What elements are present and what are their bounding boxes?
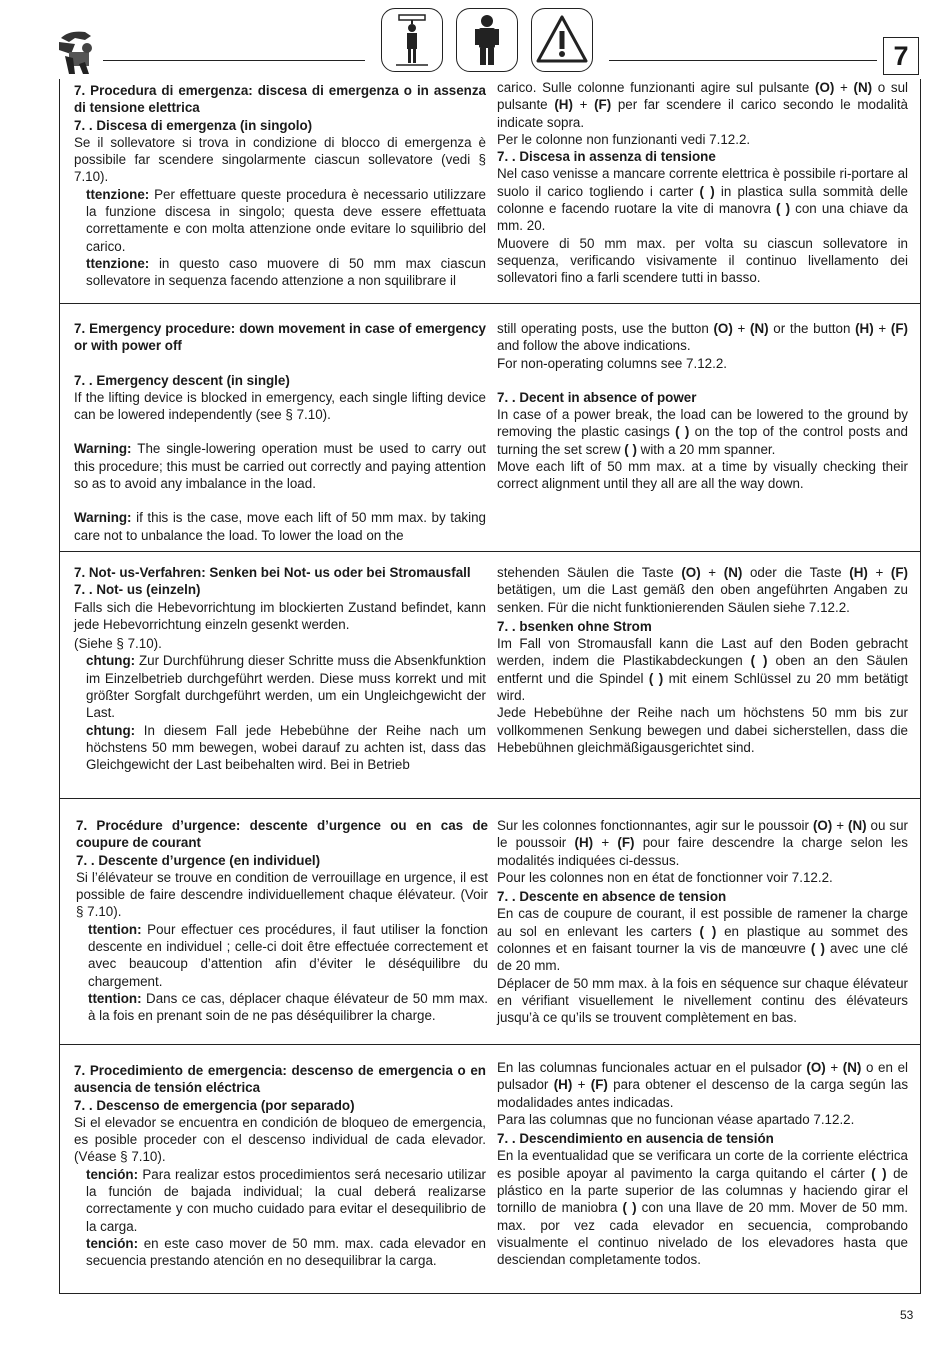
warning-label: chtung:: [86, 722, 136, 738]
subsection-title: 7. . Descendimiento en ausencia de tensión: [497, 1131, 774, 1147]
header-rule-right: [609, 60, 877, 61]
left-column: [74, 320, 486, 544]
key-label: (O): [806, 1060, 826, 1075]
lift-operator-icon: [381, 8, 443, 72]
section-spanish: [60, 1044, 920, 1294]
warning-text: Per effettuare queste procedura è necessario utilizzare la funzione discesa in singolo; questa deve essere effettuata correttamente e con molta attenzione onde evitare lo squilibrio del carico.: [86, 186, 486, 254]
text-run: and follow the above indications.: [497, 338, 691, 354]
text-run: +: [732, 321, 750, 336]
right-column: [497, 817, 908, 1027]
text-run: con una chiave da mm. 20.: [497, 201, 909, 234]
text-run: para obtener el descenso de la carga según las modalidades antes indicadas.: [497, 1077, 909, 1110]
reference-marker: ( ): [776, 201, 791, 217]
reference-marker: ( ): [810, 941, 825, 957]
paragraph: Jede Hebebühne der Reihe nach um höchstens 50 mm bis zur vollkommenen Senkung bewegen und dabei sicherstellen, dass die Hebebühnen gleichmäßigausgerichtet sind.: [497, 705, 908, 755]
warning-label: tención:: [86, 1235, 139, 1251]
text-run: on the top of the control posts and turning the set screw: [497, 424, 909, 457]
text-run: o en el pulsador: [497, 1060, 908, 1093]
paragraph: Per le colonne non funzionanti vedi 7.12.2.: [497, 131, 751, 147]
warning-text: in questo caso muovere di 50 mm max ciascun sollevatore in sequenza facendo attenzione a non squilibrare il: [86, 255, 486, 289]
paragraph: Muovere di 50 mm max. per volta su ciascun sollevatore in sequenza, verificando visivamente il continuo livellamento dei sollevatori fino a farli scendere tutti in basso.: [497, 235, 908, 286]
text-run: +: [825, 1060, 843, 1075]
paragraph: Pour les colonnes non en état de fonctionner voir 7.12.2.: [497, 869, 833, 885]
section-title: 7. Emergency procedure: down movement in case of emergency or with power off: [74, 321, 486, 354]
left-column: [74, 564, 486, 774]
subsection-title: 7. . Descente en absence de tension: [497, 889, 727, 905]
key-label: (F): [590, 1077, 608, 1093]
paragraph: [497, 165, 908, 234]
key-label: (O): [812, 818, 833, 833]
operator-logo-icon: [55, 28, 97, 74]
text-run: +: [832, 818, 848, 833]
key-label: (H): [554, 97, 573, 113]
text-run: oben an den Säulen entfernt und die Spindel: [497, 653, 909, 686]
subsection-title: 7. . bsenken ohne Strom: [497, 618, 652, 634]
text-run: with a 20 mm spanner.: [636, 441, 776, 457]
paragraph: Move each lift of 50 mm max. at a time by visually checking their correct alignment until they all are all the way down.: [497, 459, 908, 492]
warning-text: Zur Durchführung dieser Schritte muss die Absenkfunktion im Einzelbetrieb durchgeführt werden. Diese muss korrekt und mit größter Sorgfalt durchgeführt werden, um ein Ungleichgewicht der Last.: [86, 653, 486, 721]
text-run: per far scendere il carico secondo le modalità indicate sopra.: [497, 97, 908, 130]
key-label: (F): [617, 835, 635, 851]
text-run: pour faire descendre la charge selon les modalités indiquées ci-dessus.: [497, 835, 909, 868]
paragraph: [497, 817, 908, 869]
text-run: carico. Sulle colonne funzionanti agire sul pulsante: [497, 80, 816, 95]
text-run: stehenden Säulen die Taste: [497, 565, 682, 580]
warning-paragraph: [74, 186, 486, 255]
right-column: [497, 564, 908, 756]
paragraph: [497, 1147, 908, 1268]
paragraph: [497, 1059, 908, 1111]
key-label: (H): [574, 835, 594, 851]
right-column: [497, 320, 908, 493]
key-label: (F): [594, 97, 612, 113]
text-run: in plastica sulla sommità delle colonne e facendo ruotare la vite di manovra: [497, 183, 908, 217]
chapter-number: 7: [883, 37, 919, 75]
paragraph: [497, 564, 908, 616]
key-label: (H): [849, 565, 868, 580]
right-column: [497, 1059, 908, 1269]
key-label: (N): [750, 321, 769, 336]
page-number: 53: [900, 1308, 914, 1322]
section-title: 7. Procedura di emergenza: discesa di emergenza o in assenza di tensione elettrica: [74, 83, 486, 116]
section-title: 7. Procedimiento de emergencia: descenso de emergencia o en ausencia de tensión eléctrica: [74, 1063, 486, 1096]
warning-paragraph: [76, 990, 488, 1025]
reference-marker: ( ): [750, 653, 768, 669]
text-run: o sul pulsante: [497, 80, 908, 113]
left-column: [74, 1062, 486, 1270]
warning-paragraph: [74, 255, 486, 290]
warning-text: Pour effectuer ces procédures, il faut utiliser la fonction descente en individuel ; celle-ci doit être effectuée correctement et avec beaucoup d’attention afin d’éviter le déséquilibre du chargement.: [88, 921, 488, 989]
section-title: 7. Procédure d’urgence: descente d’urgence ou en cas de coupure de courant: [76, 818, 488, 851]
warning-paragraph: [74, 440, 486, 492]
key-label: (N): [853, 80, 873, 95]
warning-label: chtung:: [86, 653, 136, 669]
header-rule-left: [103, 60, 365, 61]
reference-marker: ( ): [699, 183, 715, 199]
reference-marker: ( ): [624, 441, 637, 457]
paragraph: Si l’élévateur se trouve en condition de verrouillage en urgence, il est possible de faire descendre individuellement chaque élévateur. (Voir § 7.10).: [76, 869, 488, 920]
paragraph: Falls sich die Hebevorrichtung im blockierten Zustand befindet, kann jede Hebevorrichtung einzeln gesenkt werden.: [74, 599, 486, 632]
key-label: (O): [681, 565, 701, 580]
warning-text: Para realizar estos procedimientos será necesario utilizar la función de bajada individual; la cual deberá realizarse correctamente y con mucho cuidado para evitar el desequilibrio de la carga.: [86, 1166, 486, 1234]
text-run: oder die Taste: [742, 565, 850, 580]
warning-paragraph: [74, 652, 486, 721]
text-run: mit einem Schlüssel zu 20 mm betätigt wird.: [497, 670, 908, 704]
warning-label: ttention:: [88, 921, 142, 937]
paragraph: (Siehe § 7.10).: [74, 636, 162, 652]
text-run: En las columnas funcionales actuar en el pulsador: [497, 1060, 807, 1075]
warning-text: The single-lowering operation must be used to carry out this procedure; this must be carried out correctly and paying attention so as to avoid any imbalance in the load.: [74, 441, 486, 492]
warning-text: if this is the case, move each lift of 50 mm max. by taking care not to unbalance the load. To lower the load on the: [74, 510, 486, 543]
warning-paragraph: [74, 722, 486, 774]
text-run: +: [593, 835, 618, 851]
key-label: (N): [842, 1060, 862, 1075]
warning-label: tención:: [86, 1166, 139, 1182]
text-run: still operating posts, use the button: [497, 321, 714, 336]
section-title: 7. Not- us-Verfahren: Senken bei Not- us oder bei Stromausfall: [74, 565, 471, 580]
paragraph: Se il sollevatore si trova in condizione di blocco di emergenza è possibile far scendere singolarmente ciascun sollevatore (vedi § 7.10).: [74, 134, 486, 185]
text-run: En la eventualidad que se verificara un corte de la corriente eléctrica es posible apoyar al pavimento la carga quitando el cárter: [497, 1148, 908, 1181]
reference-marker: ( ): [648, 670, 664, 686]
content-frame: [59, 79, 921, 1294]
text-run: de plástico en la parte superior de las columnas y haciendo girar el tornillo de maniobra: [497, 1165, 908, 1216]
text-run: betätigen, um die Last gemäß den oben angeführten Angaben zu senken. Für die nicht funktionierenden Säulen siehe 7.12.2.: [497, 582, 908, 615]
section-french: [60, 798, 920, 1045]
person-icon: [456, 8, 518, 72]
warning-paragraph: [74, 1166, 486, 1235]
paragraph: [497, 905, 908, 974]
section-english: [60, 303, 920, 552]
paragraph: Si el elevador se encuentra en condición de bloqueo de emergencia, es posible proceder con el descenso individual de cada elevador. (Véase § 7.10).: [74, 1114, 486, 1165]
text-run: or the button: [768, 321, 856, 336]
warning-text: en este caso mover de 50 mm. max. cada elevador en secuencia prestando atención en no desequilibrar la carga.: [86, 1235, 486, 1269]
text-run: avec une clé de 20 mm.: [497, 941, 909, 974]
text-run: En cas de coupure de courant, il est possible de ramener la charge au sol en enlevant les carters: [497, 906, 908, 939]
paragraph: If the lifting device is blocked in emergency, each single lifting device can be lowered independently (see § 7.10).: [74, 389, 486, 423]
text-run: con una llave de 20 mm. Mover de 50 mm. max. por vez cada elevador en secuencia, comprobando visualmente el continuo nivelado de los elevadores hasta que desciendan completamente todos.: [497, 1200, 909, 1268]
warning-text: Dans ce cas, déplacer chaque élévateur de 50 mm max. à la fois en prenant soin de ne pas déséquilibrer la charge.: [88, 990, 488, 1024]
text-run: Im Fall von Stromausfall kann die Last auf den Boden gebracht werden, indem die Plastikabdeckungen: [497, 636, 908, 669]
subsection-title: 7. . Not- us (einzeln): [74, 582, 201, 598]
reference-marker: ( ): [699, 923, 717, 939]
text-run: +: [834, 80, 854, 95]
text-run: +: [700, 565, 724, 580]
subsection-title: 7. . Descenso de emergencia (por separado): [74, 1097, 355, 1113]
subsection-title: 7. . Descente d’urgence (en individuel): [76, 852, 321, 868]
warning-label: ttenzione:: [86, 186, 150, 202]
subsection-title: 7. . Discesa in assenza di tensione: [497, 149, 716, 165]
page-header: [0, 0, 950, 80]
key-label: (F): [890, 321, 908, 336]
text-run: en plastique au sommet des colonnes et en faisant tourner la vis de manœuvre: [497, 923, 909, 957]
key-label: (N): [848, 818, 867, 833]
warning-triangle-icon: [531, 8, 593, 72]
warning-label: ttention:: [88, 990, 142, 1006]
warning-paragraph: [74, 509, 486, 544]
section-italian: [60, 79, 920, 303]
paragraph: [497, 320, 908, 355]
subsection-title: 7. . Emergency descent (in single): [74, 372, 290, 388]
warning-label: Warning:: [74, 441, 132, 457]
key-label: (H): [553, 1077, 573, 1093]
text-run: +: [867, 565, 891, 580]
left-column: [74, 82, 486, 290]
key-label: (F): [890, 565, 909, 580]
text-run: +: [572, 1077, 591, 1093]
paragraph: Para las columnas que no funcionan véase apartado 7.12.2.: [497, 1111, 855, 1127]
key-label: (N): [723, 565, 743, 580]
text-run: Sur les colonnes fonctionnantes, agir sur le poussoir: [497, 818, 813, 833]
text-run: +: [873, 321, 891, 336]
subsection-title: 7. . Decent in absence of power: [497, 389, 697, 405]
paragraph: [497, 406, 908, 458]
text-run: In case of a power break, the load can be lowered to the ground by removing the plastic casings: [497, 407, 908, 440]
section-german: [60, 551, 920, 799]
right-column: [497, 79, 908, 287]
reference-marker: ( ): [622, 1200, 637, 1216]
warning-text: In diesem Fall jede Hebebühne der Reihe nach um höchstens 50 mm bewegen, wobei darauf zu achten ist, dass das Gleichgewicht der Last beibehalten wird. Bei in Betrieb: [86, 722, 486, 773]
reference-marker: ( ): [675, 424, 690, 440]
key-label: (O): [713, 321, 733, 336]
key-label: (H): [855, 321, 874, 336]
key-label: (O): [815, 80, 835, 95]
warning-label: ttenzione:: [86, 255, 150, 271]
left-column: [76, 817, 488, 1025]
paragraph: [497, 635, 908, 704]
warning-label: Warning:: [74, 510, 132, 526]
text-run: +: [572, 97, 595, 113]
paragraph: Déplacer de 50 mm max. à la fois en séquence sur chaque élévateur en vérifiant visuellement le nivellement continu des élévateurs jusqu’à ce qu’ils se trouvent complètement en bas.: [497, 975, 908, 1026]
warning-paragraph: [76, 921, 488, 990]
reference-marker: ( ): [871, 1165, 887, 1181]
warning-paragraph: [74, 1235, 486, 1270]
subsection-title: 7. . Discesa di emergenza (in singolo): [74, 117, 313, 133]
text-run: Nel caso venisse a mancare corrente elettrica è possibile ri-portare al suolo il carico togliendo i carter: [497, 166, 908, 199]
paragraph: [497, 79, 908, 131]
paragraph: For non-operating columns see 7.12.2.: [497, 355, 728, 371]
text-run: ou sur le poussoir: [497, 818, 908, 851]
